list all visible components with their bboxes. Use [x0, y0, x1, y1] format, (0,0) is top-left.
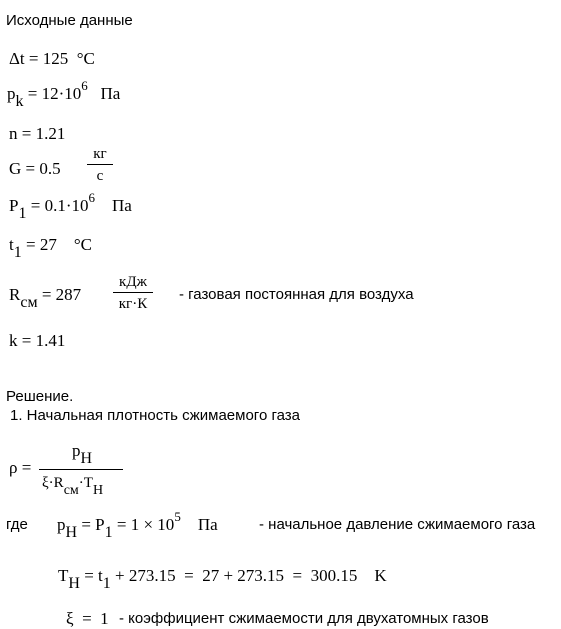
given-heading: Исходные данные — [6, 12, 133, 29]
step1-heading: 1. Начальная плотность сжимаемого газа — [10, 407, 300, 424]
initial-temperature-eq: TН = t1 + 273.15 = 27 + 273.15 = 300.15 K — [58, 566, 387, 592]
p1-line: $P1 = 0.1\cdot 10^6$ Па — [9, 190, 132, 222]
rsm-note: - газовая постоянная для воздуха — [179, 286, 414, 303]
pk-line: pk = $12\cdot 10^6$ Па — [7, 78, 121, 110]
delta-t-line: Δt = 125 °C — [9, 49, 95, 68]
delta-t-symbol: Δt — [9, 49, 25, 68]
t1-line: t1 = 27 °C — [9, 235, 92, 261]
density-numerator: pН — [72, 441, 93, 467]
compressibility-note: - коэффициент сжимаемости для двухатомных газов — [119, 610, 489, 627]
delta-t-unit: °C — [76, 49, 95, 68]
rsm-value: 287 — [55, 285, 82, 304]
density-denominator: ξ·Rсм·TН — [42, 475, 104, 498]
delta-t-value: 125 — [42, 49, 69, 68]
compressibility-eq: ξ = 1 — [66, 609, 109, 628]
density-lhs: ρ = — [9, 458, 32, 477]
p1-unit: Па — [111, 196, 132, 215]
initial-pressure-note: - начальное давление сжимаемого газа — [259, 516, 536, 533]
initial-temperature-unit: K — [374, 566, 387, 585]
n-line: n = 1.21 — [9, 124, 66, 143]
pk-unit: Па — [100, 84, 121, 103]
g-unit-fraction: кг с — [87, 145, 113, 185]
solution-heading: Решение. — [6, 388, 74, 405]
p1-value: 0.1·10 — [44, 196, 89, 215]
initial-pressure-eq: pН = $P1 = 1 \times 10^5$ Па — [57, 509, 218, 541]
initial-pressure-value: = 1 × 10 — [116, 515, 175, 534]
initial-pressure-unit: Па — [197, 515, 218, 534]
g-line: G = 0.5 — [9, 159, 61, 178]
k-line: k = 1.41 — [9, 331, 66, 350]
where-label: где — [6, 516, 28, 533]
density-fraction-bar — [39, 469, 123, 470]
rsm-line: Rсм = 287 — [9, 285, 82, 311]
pk-value: 12·10 — [41, 84, 82, 103]
t1-value: 27 — [39, 235, 57, 254]
t1-unit: °C — [73, 235, 92, 254]
initial-temperature-calc: + 273.15 = 27 + 273.15 = 300.15 — [115, 566, 358, 585]
rsm-unit-fraction: кДж кг·К — [113, 273, 153, 313]
g-value: 0.5 — [39, 159, 61, 178]
